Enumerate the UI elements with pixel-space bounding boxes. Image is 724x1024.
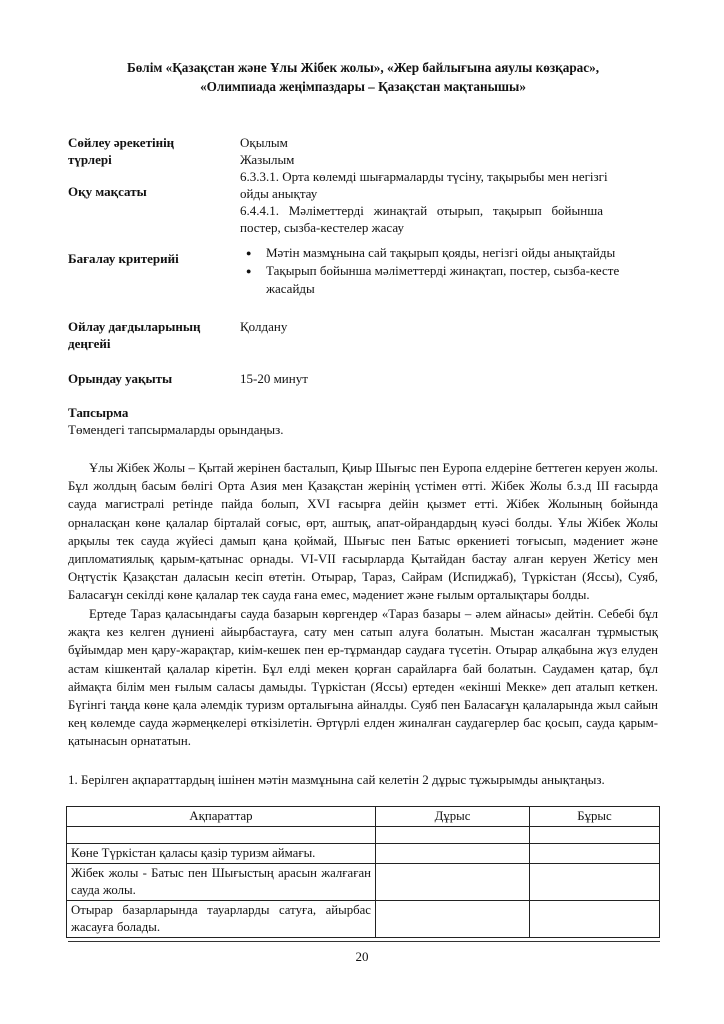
correct-answer-cell[interactable]: [376, 864, 530, 901]
correct-answer-cell[interactable]: [376, 844, 530, 864]
speech-activity-reading: Оқылым: [240, 135, 288, 150]
task-title: Тапсырма: [68, 405, 129, 420]
text-paragraph-2: Ертеде Тараз қаласындағы сауда базарын көргендер «Тараз базары – әлем айнасы» дейтін. Себебі бұл жақта кез келген дүниені айырбастауға, сату мен сатып алуға болатын. Мыстан жасалған тұрмыстық бұйымдар мен қару-жарақтар, киім-кешек пен ер-тұрмандар саудаға түсетін. Отырар алқабына жүз елуден астам кішкентай қалалар кіретін. Бұл елді мекен қорған сарайларға бай болатын. Саудамен қатар, бұл аймақта білім мен ғылым саласы дамыды. Түркістан (Яссы) ертеден «екінші Мекке» деп аталып кеткен. Бүгінгі таңда көне қала әлемдік туризм орталығына айналды. Суяб пен Баласағұн қалаларында жыл сайын кең көлемде сауда жәрмеңкелері өткізілетін. Әртүрлі елден жиналған саудагерлер бас қосып, сауда қарым-қатынасын орнататын.: [68, 607, 658, 749]
correct-answer-cell[interactable]: [376, 901, 530, 938]
speech-activity-label-2: түрлері: [68, 152, 112, 167]
incorrect-answer-cell[interactable]: [530, 844, 660, 864]
table-row: [67, 827, 660, 844]
task-instruction: Төмендегі тапсырмаларды орындаңыз.: [68, 422, 284, 437]
incorrect-answer-cell[interactable]: [530, 864, 660, 901]
learning-goal-2a: 6.4.4.1. Мәліметтерді жинақтай отырып, тақырып бойынша: [240, 203, 603, 218]
table-header-row: [67, 807, 660, 827]
question-1: 1. Берілген ақпараттардың ішінен мәтін мазмұнына сай келетін 2 дұрыс тұжырымды анықтаңыз.: [68, 772, 605, 787]
learning-goal-2b: постер, сызба-кестелер жасау: [240, 220, 404, 235]
table-row: [67, 844, 660, 864]
section-heading: [80, 58, 646, 96]
correct-answer-cell[interactable]: [376, 827, 530, 844]
completion-time-label: Орындау уақыты: [68, 371, 173, 386]
completion-time-value: 15-20 минут: [240, 371, 308, 386]
header-correct: Дұрыс: [376, 807, 530, 827]
speech-activity-label-1: Сөйлеу әрекетінің: [68, 135, 175, 150]
statement-cell: Жібек жолы - Батыс пен Шығыстың арасын жалғаған сауда жолы.: [67, 864, 376, 901]
thinking-skills-label-1: Ойлау дағдыларының: [68, 319, 201, 334]
heading-line-1: Бөлім «Қазақстан және Ұлы Жібек жолы», «Жер байлығына аяулы көзқарас»,: [126, 60, 599, 75]
heading-line-2: «Олимпиада жеңімпаздары – Қазақстан мақтанышы»: [200, 79, 526, 94]
learning-goal-1b: ойды анықтау: [240, 186, 318, 201]
answer-table: [66, 806, 660, 938]
assessment-criteria-list: [246, 244, 656, 298]
learning-goal-1a: 6.3.3.1. Орта көлемді шығармаларды түсіну, тақырыбы мен негізгі: [240, 169, 608, 184]
assessment-criteria-label: Бағалау критерийі: [68, 251, 179, 266]
incorrect-answer-cell[interactable]: [530, 827, 660, 844]
statement-cell: Отырар базарларында тауарларды сатуға, айырбас жасауға болады.: [67, 901, 376, 938]
table-row: [67, 864, 660, 901]
header-information: Ақпараттар: [67, 807, 376, 827]
thinking-skills-value: Қолдану: [240, 319, 288, 334]
statement-cell: [67, 827, 376, 844]
text-paragraph-1: Ұлы Жібек Жолы – Қытай жерінен басталып, Қиыр Шығыс пен Еуропа елдеріне беттеген керуен жолы. Бұл жолдың басым бөлігі Орта Азия мен Қазақстан жерінің үстімен өтті. Жібек Жолы б.з.д ІІІ ғасырда сауда магистралі ретінде пайда болып, ХVІ ғасырға дейін қызмет етті. Жібек Жолының бойында орналасқан көне қалалар бірталай соғыс, өрт, аштық, апат-ойрандардың куәсі болды. Ұлы Жібек Жолы арқылы тек сауда жүйесі дамып қана қоймай, Шығыс пен Батыс өркениеті тоғысып, мәдениет және дипломатиялық қарым-қатынас орнады. VІ-VІІ ғасырларда Қытайдан бастау алған керуен Жетісу мен Оңтүстік Қазақстан даласын кесіп өтетін. Отырар, Тараз, Сайрам (Испиджаб), Түркістан (Яссы), Суяб, Баласағұн секілді көне қалалар тек сауда ғана емес, мәдениет және ғылым орталықтары болды.: [68, 461, 658, 603]
table-row: [67, 901, 660, 938]
footer-divider: [68, 941, 660, 942]
criteria-item: ● Мәтін мазмұнына сай тақырып қояды, негізгі ойды анықтайды: [246, 244, 656, 262]
learning-goal-label: Оқу мақсаты: [68, 184, 147, 199]
thinking-skills-label-2: деңгейі: [68, 336, 111, 351]
speech-activity-writing: Жазылым: [240, 152, 295, 167]
statement-cell: Көне Түркістан қаласы қазір туризм аймағы.: [67, 844, 376, 864]
incorrect-answer-cell[interactable]: [530, 901, 660, 938]
page-number: 20: [355, 949, 369, 964]
header-incorrect: Бұрыс: [530, 807, 660, 827]
criteria-item: ● Тақырып бойынша мәліметтерді жинақтап, постер, сызба-кесте жасайды: [246, 262, 656, 298]
